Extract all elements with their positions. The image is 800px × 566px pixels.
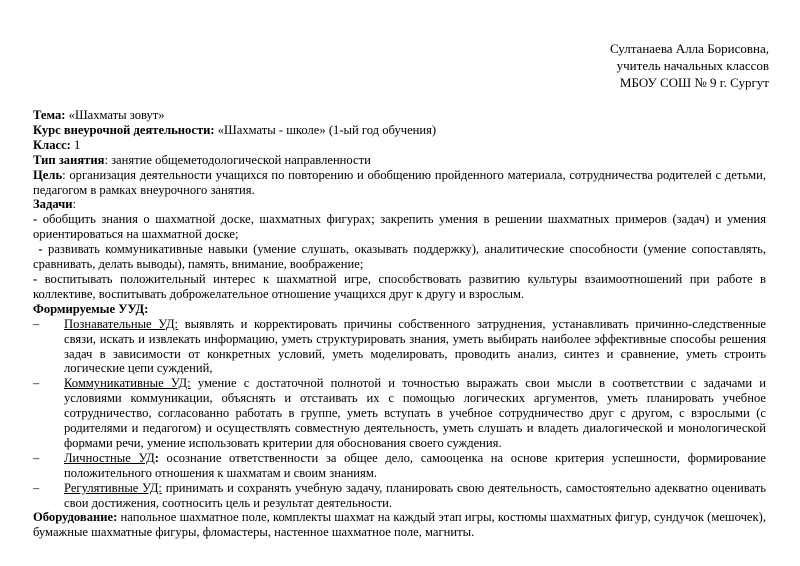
topic-label: Тема:	[33, 108, 66, 122]
course-label: Курс внеурочной деятельности:	[33, 122, 215, 137]
task-item	[33, 242, 766, 272]
uud-name-suffix: :	[154, 450, 159, 465]
lesson-content	[33, 108, 766, 540]
uud-text: выявлять и корректировать причины собственного затруднения, устанавливать причинно-следственные связи, искать и извлекать информацию, уметь структурировать знания, уметь выбирать наиболее эффективные способы решения задач в зависимости от конкретных условий, уметь моделировать, проводить анализ, синтез и сравнение, уметь строить логические цепи суждений,	[64, 316, 766, 376]
list-dash: –	[33, 450, 40, 465]
list-dash: –	[33, 376, 40, 391]
goal-label: Цель	[33, 167, 63, 182]
uud-heading-label: Формируемые УУД:	[33, 301, 149, 316]
equipment-label: Оборудование:	[33, 510, 118, 525]
list-dash: –	[33, 480, 40, 495]
author-block	[610, 40, 769, 91]
topic-value: «Шахматы зовут»	[65, 108, 165, 122]
uud-item-regulatory	[33, 481, 766, 511]
topic-line	[33, 108, 766, 123]
list-dash: –	[33, 316, 40, 331]
task-dash: -	[33, 242, 43, 257]
uud-name: Личностные УД	[64, 450, 155, 465]
goal-paragraph	[33, 168, 766, 198]
goal-value: : организация деятельности учащихся по повторению и обобщению пройденного материала, сотрудничества родителей с детьми, педагогом в рамках внеурочного занятия.	[33, 167, 766, 197]
uud-name: Познавательные УД:	[64, 316, 179, 331]
equipment-value: напольное шахматное поле, комплекты шахмат на каждый этап игры, костюмы шахматных фигур, сундучок (мешочек), бумажные шахматные фигуры, фломастеры, настенное шахматное поле, магниты.	[33, 510, 766, 540]
uud-name: Коммуникативные УД:	[64, 376, 191, 391]
uud-item-communicative	[33, 376, 766, 451]
lesson-type-line	[33, 153, 766, 168]
course-line	[33, 123, 766, 138]
task-dash: -	[33, 212, 38, 227]
task-item	[33, 212, 766, 242]
task-dash: -	[33, 271, 38, 286]
uud-name: Регулятивные УД:	[64, 480, 162, 495]
uud-heading	[33, 302, 766, 317]
grade-label: Класс:	[33, 137, 71, 152]
grade-line	[33, 138, 766, 153]
course-value: «Шахматы - школе» (1-ый год обучения)	[214, 122, 437, 137]
equipment-paragraph	[33, 510, 766, 540]
author-position: учитель начальных классов	[616, 58, 769, 73]
author-name: Султанаева Алла Борисовна,	[609, 41, 769, 56]
tasks-heading-suffix: :	[72, 197, 76, 212]
uud-item-personal	[33, 451, 766, 481]
lesson-type-label: Тип занятия	[33, 152, 105, 167]
uud-item-cognitive	[33, 317, 766, 377]
uud-text: принимать и сохранять учебную задачу, планировать свою деятельность, самостоятельно адекватно оценивать свои достижения, соотносить цель и результат деятельности.	[64, 480, 767, 510]
lesson-type-value: : занятие общеметодологической направленности	[104, 152, 371, 167]
tasks-heading-label: Задачи	[33, 197, 73, 212]
task-text: обобщить знания о шахматной доске, шахматных фигурах; закрепить умения в решении шахматных примеров (задач) и умения ориентироваться на шахматной доске;	[33, 212, 766, 242]
grade-value: 1	[70, 137, 81, 152]
task-text: развивать коммуникативные навыки (умение слушать, оказывать поддержку), аналитические способности (умение сопоставлять, сравнивать, делать выводы), память, внимание, воображение;	[33, 242, 766, 272]
task-text: воспитывать положительный интерес к шахматной игре, способствовать развитию культуры взаимоотношений при работе в коллективе, воспитывать доброжелательное отношение учащихся друг к другу и взрослым.	[33, 271, 766, 301]
task-item	[33, 272, 766, 302]
author-school: МБОУ СОШ № 9 г. Сургут	[619, 75, 769, 90]
tasks-heading	[33, 197, 766, 212]
uud-text: осознание ответственности за общее дело, самооценка на основе критерия успешности, формирование положительного отношения к шахматам и своим знаниям.	[64, 450, 766, 480]
uud-text: умение с достаточной полнотой и точностью выражать свои мысли в соответствии с задачами и условиями коммуникации, объяснять и отстаивать их с помощью логических аргументов, уметь планировать учебное сотрудничество, согласованно работать в группе, уметь вступать в учебное сотрудничество друг с другом, с взрослыми (с родителями и педагогом) и осуществлять совместную деятельность, уметь слушать и владеть диалогической и монологической формами речи, умение использовать критерии для обоснования своего суждения.	[64, 376, 766, 450]
